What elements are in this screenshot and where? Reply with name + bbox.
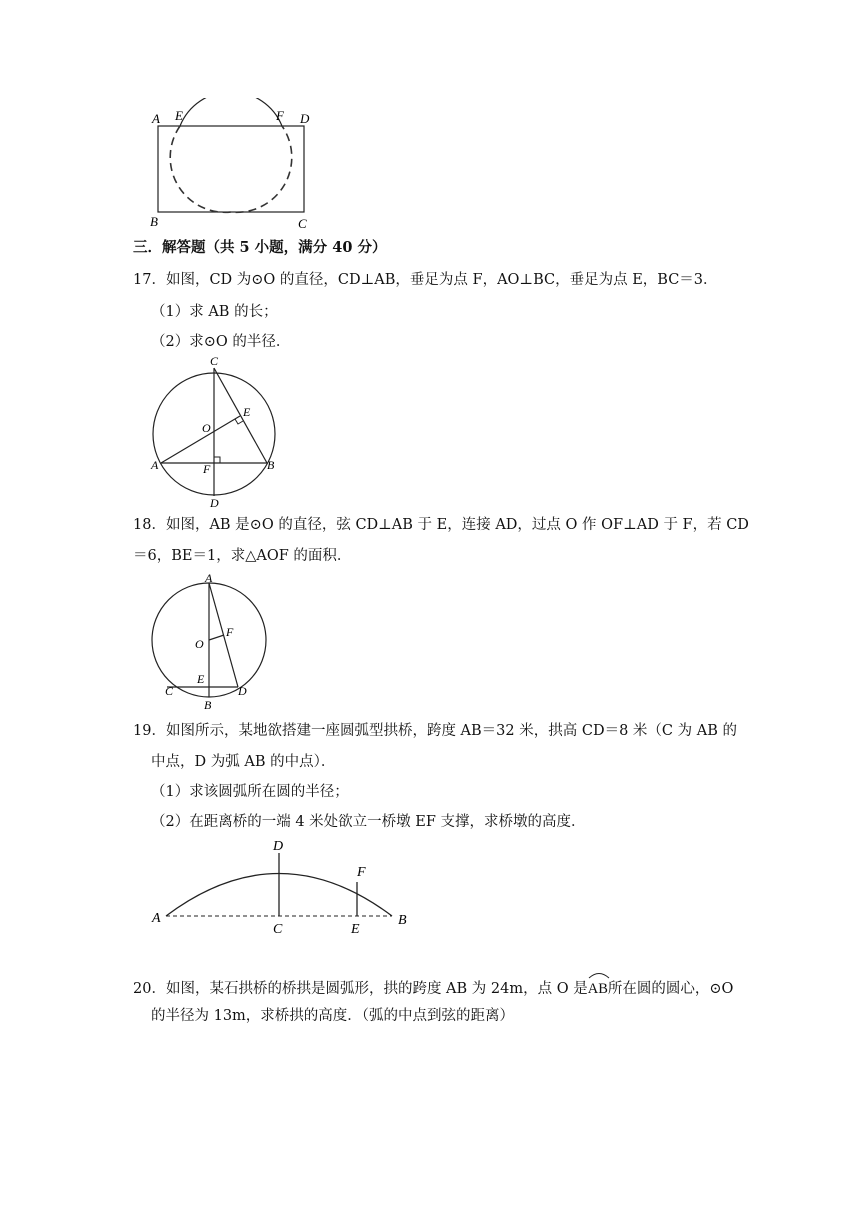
label-B: B: [398, 913, 407, 928]
arc-mark: [588, 971, 610, 979]
q19-stem-line2: 中点，D 为弧 AB 的中点）．: [151, 754, 336, 770]
label-B: B: [150, 214, 158, 229]
q17-sub1: （1）求 AB 的长；: [151, 304, 278, 320]
label-F: F: [203, 462, 211, 476]
label-D: D: [300, 111, 310, 126]
section-title: 三．解答题（共 5 小题，满分 40 分）: [133, 239, 387, 256]
q19-sub2: （2）在距离桥的一端 4 米处欲立一桥墩 EF 支撑，求桥墩的高度．: [151, 814, 586, 830]
label-O: O: [195, 637, 204, 651]
figure-q18: [145, 572, 275, 712]
q20-stem-line2: 的半径为 13m，求桥拱的高度．（弧的中点到弦的距离）: [151, 1008, 515, 1024]
q20-stem-line1: [133, 975, 733, 999]
figure-q17: [145, 352, 285, 510]
label-F: F: [226, 625, 234, 639]
label-A: A: [152, 911, 161, 926]
label-E: E: [243, 405, 251, 419]
q18-stem-line1: 18．如图，AB 是⊙O 的直径，弦 CD⊥AB 于 E，连接 AD，过点 O 作 OF⊥AD 于 F，若 CD: [133, 517, 749, 533]
label-O: O: [202, 421, 211, 435]
label-A: A: [152, 111, 160, 126]
q20-text-b: 所在圆的圆心，⊙O: [607, 981, 734, 997]
q19-stem-line1: 19．如图所示，某地欲搭建一座圆弧型拱桥，跨度 AB＝32 米，拱高 CD＝8 米（C 为 AB 的: [133, 723, 737, 739]
label-E: E: [351, 922, 360, 937]
label-F: F: [357, 865, 366, 880]
label-F: F: [276, 108, 284, 123]
figure-q19-bridge: [148, 836, 418, 940]
q17-stem: 17．如图，CD 为⊙O 的直径，CD⊥AB，垂足为点 F，AO⊥BC，垂足为点 E，BC＝3．: [133, 272, 718, 288]
label-A: A: [205, 572, 213, 585]
q20-text-a: 20．如图，某石拱桥的桥拱是圆弧形，拱的跨度 AB 为 24m，点 O 是: [133, 981, 588, 997]
q18-stem-line2: ＝6，BE＝1，求△AOF 的面积．: [133, 548, 352, 564]
label-D: D: [273, 839, 284, 854]
figure-rectangle-circle: [140, 98, 310, 230]
label-E: E: [197, 672, 205, 686]
label-C: C: [210, 354, 219, 368]
label-A: A: [151, 458, 159, 472]
q19-sub1: （1）求该圆弧所在圆的半径；: [151, 784, 349, 800]
arc-ab-notation: AB: [588, 975, 608, 999]
q17-sub2: （2）求⊙O 的半径．: [151, 334, 291, 350]
label-C: C: [165, 684, 174, 698]
label-C: C: [273, 922, 283, 937]
label-B: B: [267, 458, 275, 472]
label-C: C: [298, 216, 307, 230]
label-E: E: [175, 108, 183, 123]
label-D: D: [238, 684, 247, 698]
label-D: D: [210, 496, 219, 510]
label-B: B: [204, 698, 212, 712]
